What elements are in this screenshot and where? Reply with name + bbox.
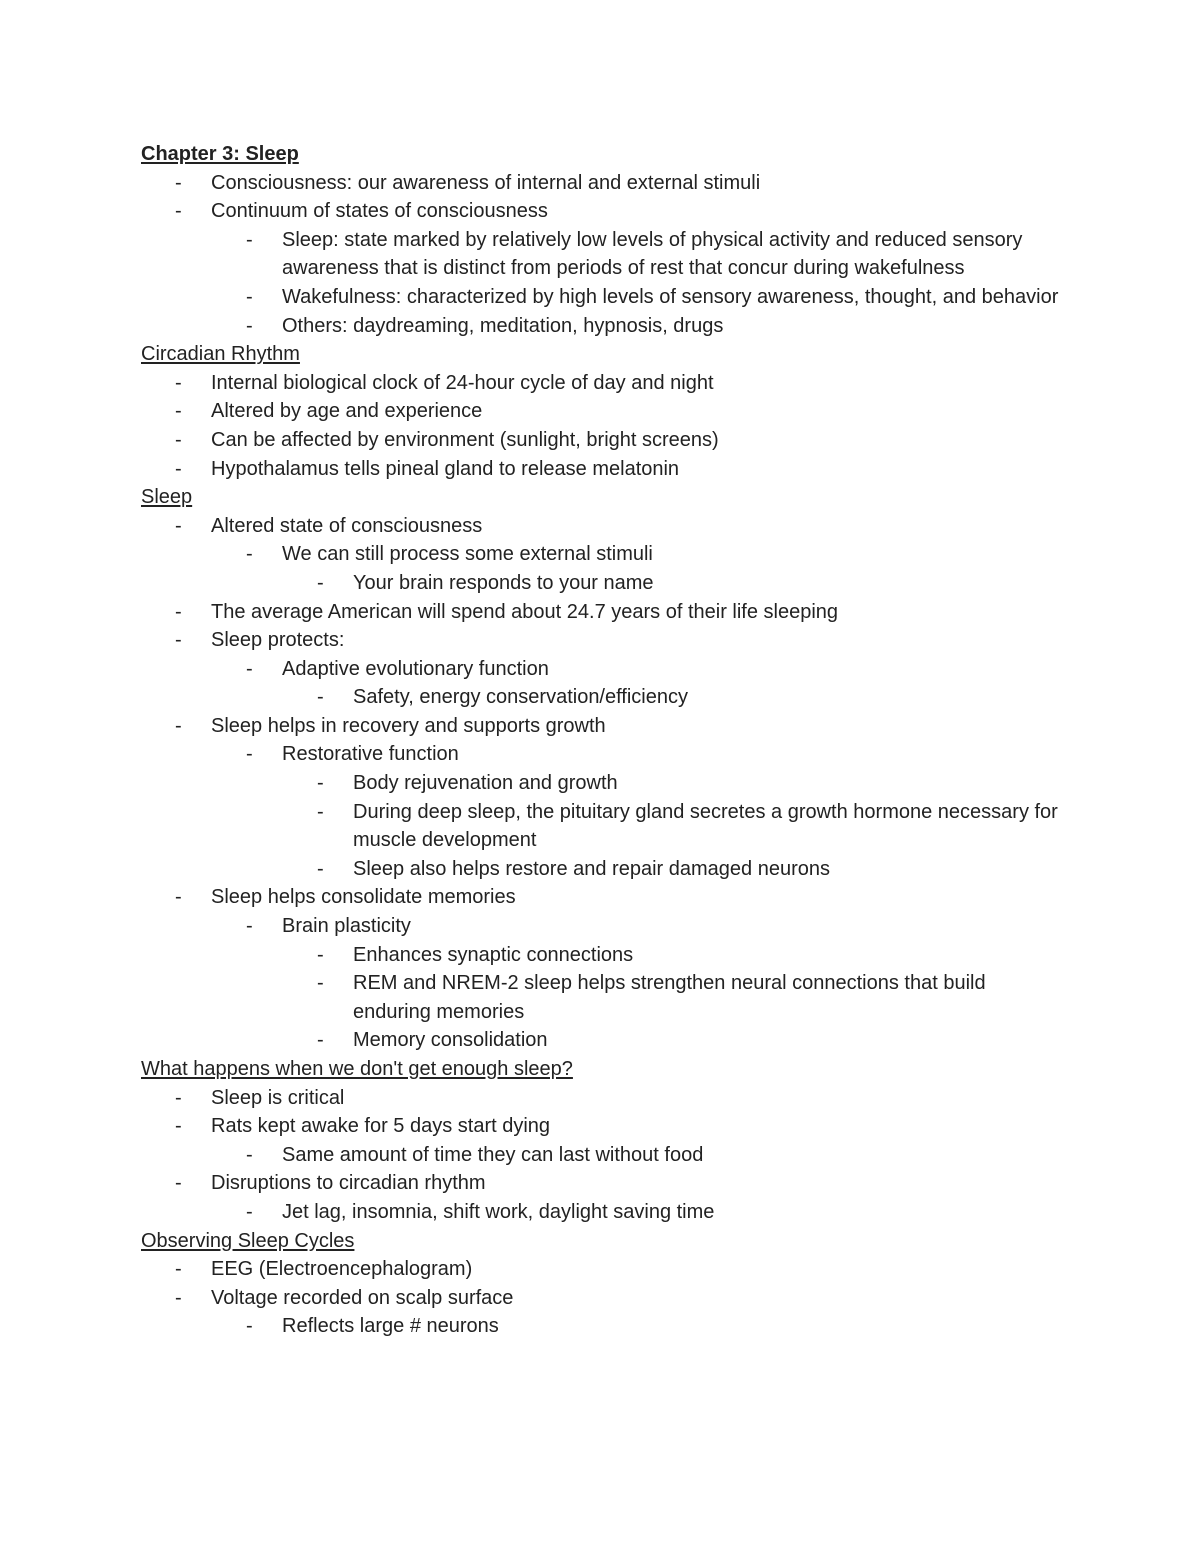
list-item	[141, 855, 1061, 884]
list-item	[141, 798, 1061, 855]
list-item-text: Sleep also helps restore and repair damaged neurons	[353, 857, 830, 880]
bullet-dash: -	[175, 1115, 182, 1138]
list-item	[141, 598, 1061, 627]
list-item-text: Can be affected by environment (sunlight, bright screens)	[211, 428, 719, 451]
list-item-text: Consciousness: our awareness of internal and external stimuli	[211, 171, 761, 194]
list-item	[141, 683, 1061, 712]
list-item	[141, 740, 1061, 769]
list-item-text: Adaptive evolutionary function	[282, 657, 549, 680]
list-item	[141, 512, 1061, 541]
list-item	[141, 1141, 1061, 1170]
list-item-text: Others: daydreaming, meditation, hypnosis, drugs	[282, 314, 724, 337]
list-item	[141, 426, 1061, 455]
bullet-dash: -	[175, 629, 182, 652]
list-item-text: Voltage recorded on scalp surface	[211, 1286, 514, 1309]
list-item-text: We can still process some external stimuli	[282, 543, 653, 566]
bullet-list	[141, 1255, 1061, 1341]
list-item-text: Reflects large # neurons	[282, 1315, 499, 1338]
list-item	[141, 883, 1061, 912]
list-item-text: Sleep protects:	[211, 629, 345, 652]
list-item-text: Your brain responds to your name	[353, 571, 654, 594]
bullet-dash: -	[175, 1086, 182, 1109]
list-item	[141, 1255, 1061, 1284]
list-item-text: Wakefulness: characterized by high levels of sensory awareness, thought, and behavior	[282, 285, 1059, 308]
list-item-text: Enhances synaptic connections	[353, 943, 634, 966]
list-item	[141, 1284, 1061, 1313]
list-item-text: Altered by age and experience	[211, 400, 483, 423]
bullet-dash: -	[317, 571, 324, 594]
list-item	[141, 455, 1061, 484]
bullet-dash: -	[175, 1286, 182, 1309]
bullet-dash: -	[317, 972, 324, 995]
bullet-dash: -	[246, 314, 253, 337]
bullet-dash: -	[246, 1200, 253, 1223]
list-item-text: The average American will spend about 24.7 years of their life sleeping	[211, 600, 839, 623]
section-heading: Observing Sleep Cycles	[141, 1229, 355, 1252]
list-item	[141, 197, 1061, 226]
list-item	[141, 941, 1061, 970]
section-heading: Circadian Rhythm	[141, 343, 300, 366]
list-item	[141, 312, 1061, 341]
list-item	[141, 769, 1061, 798]
list-item-text: REM and NREM-2 sleep helps strengthen neural connections that build enduring memories	[353, 972, 986, 1023]
list-item-text: Safety, energy conservation/efficiency	[353, 686, 688, 709]
bullet-dash: -	[317, 800, 324, 823]
list-item-text: Internal biological clock of 24-hour cycle of day and night	[211, 371, 714, 394]
bullet-list	[141, 369, 1061, 483]
section-heading: Sleep	[141, 486, 193, 509]
bullet-dash: -	[246, 1315, 253, 1338]
list-item	[141, 1312, 1061, 1341]
bullet-dash: -	[175, 200, 182, 223]
bullet-dash: -	[317, 943, 324, 966]
list-item	[141, 1084, 1061, 1113]
list-item-text: Same amount of time they can last without food	[282, 1143, 704, 1166]
bullet-dash: -	[246, 915, 253, 938]
bullet-dash: -	[317, 686, 324, 709]
bullet-dash: -	[317, 857, 324, 880]
list-item-text: During deep sleep, the pituitary gland secretes a growth hormone necessary for muscle development	[353, 800, 1058, 852]
bullet-dash: -	[317, 1029, 324, 1052]
list-item-text: Continuum of states of consciousness	[211, 200, 548, 223]
bullet-dash: -	[246, 657, 253, 680]
section-heading: Chapter 3: Sleep	[141, 143, 299, 165]
bullet-dash: -	[175, 1172, 182, 1195]
bullet-list	[141, 512, 1061, 1055]
list-item-text: EEG (Electroencephalogram)	[211, 1258, 473, 1281]
bullet-dash: -	[246, 228, 253, 251]
list-item-text: Disruptions to circadian rhythm	[211, 1172, 486, 1195]
bullet-dash: -	[317, 772, 324, 795]
list-item-text: Memory consolidation	[353, 1029, 548, 1052]
list-item	[141, 712, 1061, 741]
list-item	[141, 969, 1061, 1026]
list-item	[141, 1112, 1061, 1141]
bullet-list	[141, 169, 1061, 341]
bullet-dash: -	[246, 285, 253, 308]
bullet-list	[141, 1084, 1061, 1227]
list-item	[141, 569, 1061, 598]
bullet-dash: -	[175, 1258, 182, 1281]
list-item-text: Altered state of consciousness	[211, 514, 483, 537]
list-item-text: Sleep is critical	[211, 1086, 345, 1109]
section-heading: What happens when we don't get enough sleep?	[141, 1058, 573, 1080]
list-item	[141, 655, 1061, 684]
document-body	[141, 140, 1061, 1341]
bullet-dash: -	[175, 714, 182, 737]
bullet-dash: -	[246, 743, 253, 766]
list-item	[141, 1169, 1061, 1198]
list-item	[141, 283, 1061, 312]
bullet-dash: -	[246, 543, 253, 566]
list-item	[141, 397, 1061, 426]
list-item-text: Sleep: state marked by relatively low levels of physical activity and reduced sensory awareness that is distinct from periods of rest that concur during wakefulness	[282, 228, 1023, 280]
bullet-dash: -	[175, 514, 182, 537]
list-item-text: Rats kept awake for 5 days start dying	[211, 1115, 551, 1138]
list-item-text: Brain plasticity	[282, 915, 411, 938]
list-item-text: Hypothalamus tells pineal gland to release melatonin	[211, 457, 680, 480]
list-item-text: Restorative function	[282, 743, 459, 766]
bullet-dash: -	[246, 1143, 253, 1166]
list-item-text: Sleep helps consolidate memories	[211, 886, 516, 909]
bullet-dash: -	[175, 457, 182, 480]
list-item-text: Body rejuvenation and growth	[353, 772, 618, 795]
bullet-dash: -	[175, 886, 182, 909]
list-item	[141, 540, 1061, 569]
bullet-dash: -	[175, 428, 182, 451]
bullet-dash: -	[175, 371, 182, 394]
bullet-dash: -	[175, 400, 182, 423]
list-item	[141, 912, 1061, 941]
list-item	[141, 226, 1061, 283]
list-item	[141, 626, 1061, 655]
list-item	[141, 1026, 1061, 1055]
list-item	[141, 1198, 1061, 1227]
bullet-dash: -	[175, 600, 182, 623]
list-item-text: Sleep helps in recovery and supports growth	[211, 714, 606, 737]
list-item	[141, 369, 1061, 398]
list-item-text: Jet lag, insomnia, shift work, daylight saving time	[282, 1200, 715, 1223]
bullet-dash: -	[175, 171, 182, 194]
list-item	[141, 169, 1061, 198]
